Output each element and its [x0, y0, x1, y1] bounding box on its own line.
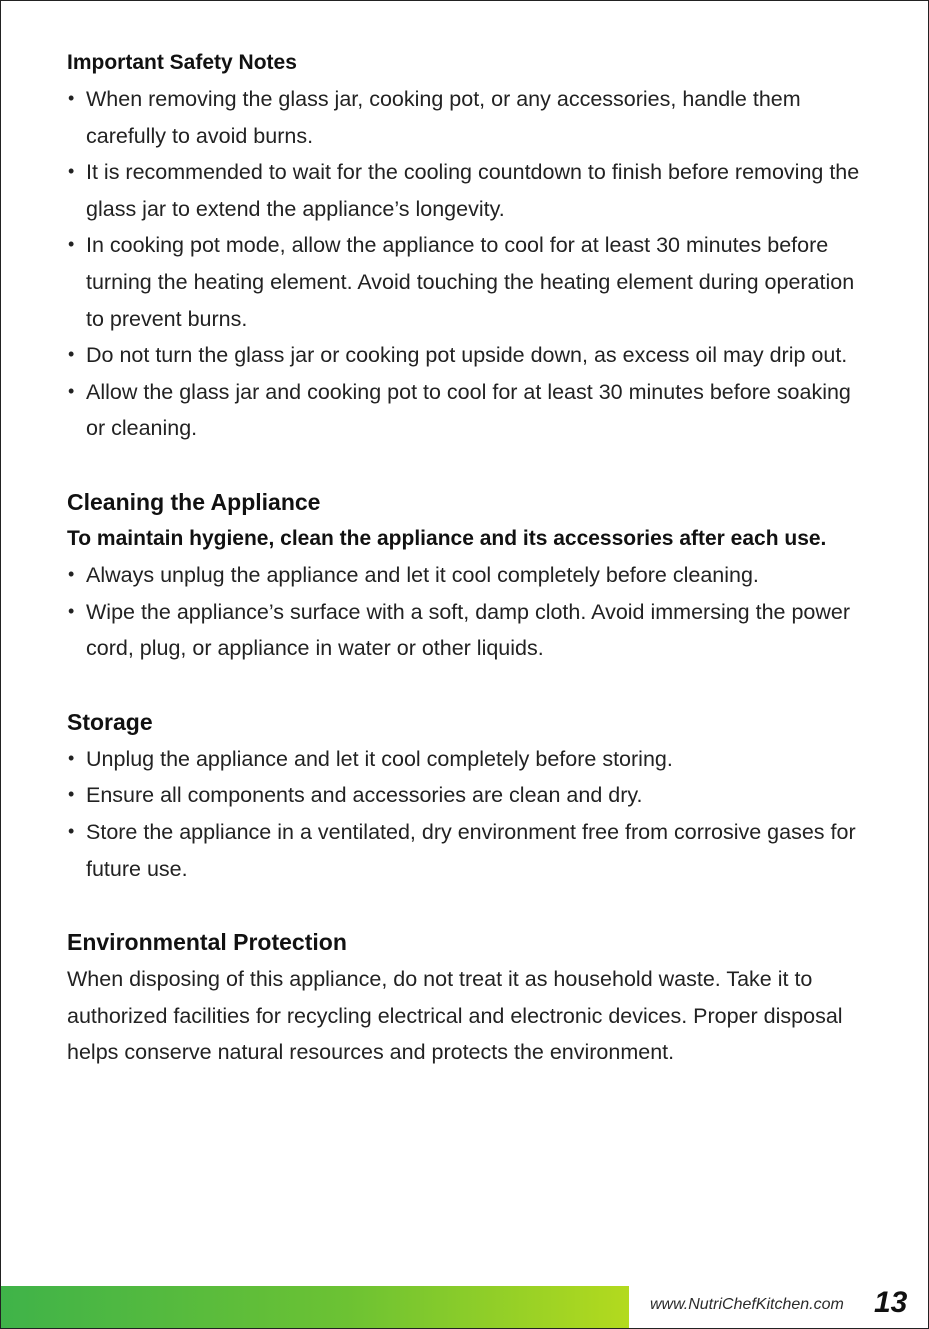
bullet-icon: • — [68, 161, 75, 182]
list-item — [67, 594, 867, 667]
bullet-icon: • — [68, 234, 75, 255]
list-item-text: Unplug the appliance and let it cool completely before storing. — [86, 746, 673, 771]
list-item-text: It is recommended to wait for the cooling countdown to finish before removing the glass jar to extend the appliance’s longevity. — [86, 160, 860, 221]
environmental-paragraph: When disposing of this appliance, do not treat it as household waste. Take it to authorized facilities for recycling electrical and electronic devices. Proper disposal helps conserve natural resources and protects the environment. — [67, 967, 843, 1065]
list-item-text: Always unplug the appliance and let it cool completely before cleaning. — [86, 562, 759, 587]
environmental-heading: Environmental Protection — [67, 929, 347, 956]
safety-notes-list — [67, 81, 867, 447]
list-item-text: Allow the glass jar and cooking pot to cool for at least 30 minutes before soaking or cleaning. — [86, 379, 851, 441]
footer-color-bar — [1, 1286, 629, 1328]
bullet-icon: • — [68, 88, 75, 108]
list-item-text: Ensure all components and accessories are clean and dry. — [86, 783, 643, 808]
list-item — [67, 337, 867, 374]
list-item — [67, 374, 867, 447]
bullet-icon: • — [68, 600, 75, 621]
page-number: 13 — [874, 1286, 908, 1319]
bullet-icon: • — [68, 784, 75, 805]
cleaning-list — [67, 557, 867, 667]
safety-notes-heading: Important Safety Notes — [67, 51, 297, 74]
safety-notes-section — [67, 44, 867, 447]
list-item — [67, 227, 867, 337]
list-item — [67, 777, 867, 814]
list-item-text: When removing the glass jar, cooking pot, or any accessories, handle them carefully to avoid burns. — [86, 87, 801, 148]
environmental-section — [67, 924, 867, 1071]
list-item — [67, 81, 867, 154]
bullet-icon: • — [68, 380, 75, 401]
list-item-text: Wipe the appliance’s surface with a soft, damp cloth. Avoid immersing the power cord, plug, or appliance in water or other liquids. — [86, 599, 851, 661]
page-content — [67, 44, 867, 1108]
list-item-text: In cooking pot mode, allow the appliance to cool for at least 30 minutes before turning the heating element. Avoid touching the heating element during operation to prevent burns. — [86, 233, 855, 331]
list-item — [67, 557, 867, 594]
storage-heading: Storage — [67, 708, 153, 735]
list-item — [67, 814, 867, 887]
list-item — [67, 741, 867, 778]
list-item — [67, 154, 867, 227]
bullet-icon: • — [68, 820, 75, 841]
storage-section — [67, 704, 867, 887]
bullet-icon: • — [68, 344, 75, 365]
footer-website-link[interactable]: www.NutriChefKitchen.com — [650, 1296, 844, 1313]
list-item-text: Do not turn the glass jar or cooking pot upside down, as excess oil may drip out. — [86, 343, 848, 368]
storage-list — [67, 741, 867, 887]
cleaning-subheading: To maintain hygiene, clean the appliance and its accessories after each use. — [67, 526, 827, 550]
list-item-text: Store the appliance in a ventilated, dry environment free from corrosive gases for future use. — [86, 819, 856, 881]
cleaning-heading: Cleaning the Appliance — [67, 488, 321, 515]
cleaning-section — [67, 484, 867, 667]
bullet-icon: • — [68, 747, 75, 768]
bullet-icon: • — [68, 563, 75, 584]
